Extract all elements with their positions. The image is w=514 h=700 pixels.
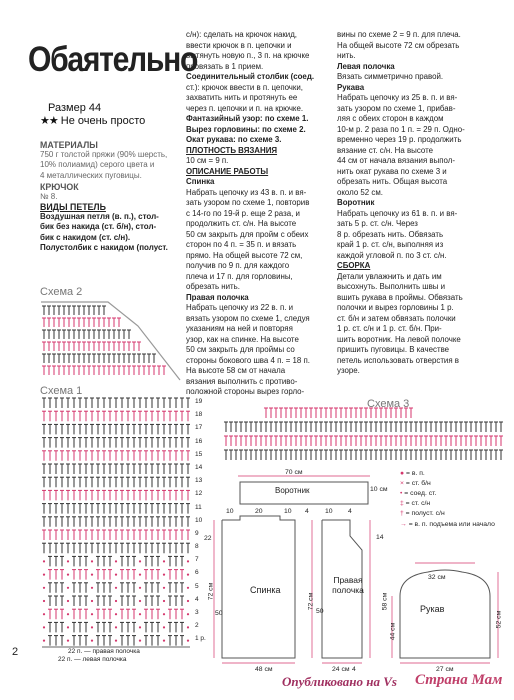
- schema1-grid: [42, 398, 190, 646]
- text-line: 44 см от начала вязания выпол-: [337, 156, 456, 165]
- legend-item: † = полуст. с/н: [400, 510, 445, 517]
- row-number: 10: [195, 516, 203, 524]
- text-line: пришить пуговицы. В качестве: [337, 345, 450, 354]
- row-number: 2: [195, 622, 199, 630]
- text-line: Детали увлажнить и дать им: [337, 271, 442, 281]
- text-line: ляя с обеих сторон в каждом: [337, 114, 444, 123]
- text-line: Фантазийный узор: по схеме 1.: [186, 114, 309, 123]
- text-line: Окат рукава: по схеме 3.: [186, 135, 282, 144]
- front-width-dim: 24 см: [332, 666, 350, 673]
- page-number: 2: [12, 646, 19, 658]
- subheading: Спинка: [186, 177, 215, 186]
- difficulty-label: [40, 114, 145, 127]
- front-height-3: 72 см: [307, 592, 315, 611]
- text-line: получив по 9 п. для каждого: [186, 261, 290, 270]
- sleeve-top-dim: 32 см: [428, 574, 446, 581]
- text-line: вины по схеме 2 = 9 п. для плеча.: [337, 30, 461, 39]
- back-height-3: 50: [215, 610, 223, 617]
- text-line: 10 см = 9 п.: [186, 156, 229, 165]
- text-line: каждой угловой п. по 3 ст. с/н.: [337, 250, 447, 260]
- materials-line: 10% полиамид) серого цвета и: [40, 160, 155, 170]
- text-line: Вырез горловины: по схеме 2.: [186, 124, 306, 134]
- row-number: 3: [195, 609, 199, 616]
- text-line: обрезать нить.: [186, 282, 240, 291]
- text-line: вытянуть новую п., 3 п. на крючке: [186, 51, 310, 60]
- text-line: На общей высоте 72 см обрезать: [337, 40, 460, 50]
- legend-item: × = ст. б/н: [400, 480, 431, 487]
- text-line: край 1 р. ст. с/н, выполняя из: [337, 240, 444, 249]
- difficulty-stars: ★★: [40, 115, 58, 127]
- front-side-dim: 4: [352, 666, 356, 673]
- back-height-total: 72 см: [207, 582, 215, 601]
- text-line: обрезать нить. Общая высота: [337, 177, 448, 186]
- sleeve-label: Рукав: [420, 604, 445, 614]
- text-line: узор, как на спинке. На высоте: [186, 334, 299, 344]
- schema3-diagram: [222, 400, 512, 470]
- row-number: 7: [195, 556, 199, 564]
- legend-item: • = соед. ст.: [400, 490, 437, 497]
- text-line: зать узором по схеме 1, повторив: [186, 198, 310, 207]
- text-line: 8 р. обрезать нить. Обвязать: [337, 229, 444, 239]
- subheading: Правая полочка: [186, 292, 249, 302]
- schema2-diagram: [38, 298, 183, 382]
- text-line: шить воротник. На левой полочке: [337, 334, 461, 344]
- text-line: вязание ст. с/н. На высоте: [337, 145, 433, 155]
- text-line: временно через 19 р. продолжить: [337, 135, 462, 144]
- back-width-dim: 48 см: [255, 666, 273, 673]
- text-line: вязать узором по схеме 1, следуя: [186, 313, 310, 323]
- row-number: 19: [195, 398, 203, 405]
- schema2-label: Схема 2: [40, 286, 83, 298]
- back-top-dim-1: 10: [226, 508, 234, 515]
- section-heading: СБОРКА: [337, 261, 371, 270]
- front-top-dim-1: 10: [325, 508, 333, 515]
- row-number: 13: [195, 477, 203, 485]
- stitch-line: Полустолбик с накидом (полуст.: [40, 243, 168, 253]
- back-label: Спинка: [250, 585, 281, 595]
- collar-height-dim: 10 см: [370, 486, 388, 493]
- text-line: Набрать цепочку из 25 в. п. и вя-: [337, 93, 458, 102]
- text-line: прямо. На общей высоте 72 см,: [186, 250, 303, 260]
- sleeve-height-1: 44 см: [389, 622, 397, 641]
- text-line: плеча и 17 п. для горловины,: [186, 271, 293, 281]
- text-line: стороны бокового шва 4 п. = 18 п.: [186, 355, 310, 365]
- text-line: Набрать цепочку из 43 в. п. и вя-: [186, 187, 307, 197]
- text-line: 50 см закрыть для пройм с обеих: [186, 229, 309, 239]
- front-height-2: 58 см: [381, 592, 389, 611]
- legend: [400, 470, 510, 529]
- subheading: Левая полочка: [337, 61, 395, 71]
- instructions-column-2: [337, 30, 487, 377]
- text-line: 1 р. ст. с/н и 1 р. ст. б/н. При-: [337, 324, 442, 333]
- text-line: через п. цепочки и п. на крючке.: [186, 103, 304, 113]
- front-top-dim-2: 4: [348, 508, 352, 515]
- stitch-line: Воздушная петля (в. п.), стол-: [40, 212, 159, 222]
- text-line: ст.): крючок ввести в п. цепочки,: [186, 82, 303, 92]
- text-line: вязания выполнить с противо-: [186, 376, 298, 386]
- subheading: Воротник: [337, 198, 375, 207]
- text-line: с/н): сделать на крючок накид,: [186, 30, 297, 39]
- sleeve-piece: [400, 570, 490, 658]
- row-number: 16: [195, 437, 203, 445]
- subheading: Рукава: [337, 82, 365, 92]
- text-line: ввести крючок в п. цепочки и: [186, 40, 292, 50]
- text-line: положной стороны вырез горло-: [186, 387, 305, 396]
- text-line: 50 см закрыть для проймы со: [186, 345, 295, 354]
- row-number: 11: [195, 503, 202, 511]
- text-line: ст. б/н и затем обвязать полочки: [337, 313, 456, 323]
- instructions-column-1: [186, 30, 336, 398]
- legend-item: → = в. п. подъема или начало: [400, 521, 495, 528]
- watermark: Страна Мам: [415, 672, 503, 688]
- bottom-label-right: 22 п. — правая полочка: [68, 648, 140, 655]
- materials-line: 4 металлических пуговицы.: [40, 170, 142, 180]
- text-line: около 52 см.: [337, 187, 383, 197]
- collar-label: Воротник: [275, 486, 310, 495]
- row-number: 14: [195, 463, 203, 471]
- back-top-dim-3: 10: [284, 508, 292, 515]
- text-line: петель использовать отверстия в: [337, 355, 459, 365]
- text-line: узоре.: [337, 366, 360, 375]
- materials-line: 750 г толстой пряжи (90% шерсть,: [40, 150, 168, 159]
- stitch-title: ВИДЫ ПЕТЕЛЬ: [40, 202, 106, 213]
- sleeve-width-dim: 27 см: [436, 666, 454, 673]
- back-armhole-dim: 4: [305, 508, 309, 515]
- row-number: 15: [195, 450, 203, 458]
- row-number: 9: [195, 529, 199, 537]
- section-heading: ОПИСАНИЕ РАБОТЫ: [186, 166, 269, 176]
- row-number: 5: [195, 582, 199, 590]
- text-line: указаниям на ней и повторяя: [186, 324, 293, 333]
- hook-value: № 8.: [40, 191, 58, 201]
- schema2-grid: [42, 306, 166, 375]
- row-number: 1 р.: [195, 635, 206, 643]
- page-title: Обаятельно: [28, 40, 198, 79]
- schema3-grid: [224, 408, 503, 460]
- text-line: высохнуть. Выполнить швы и: [337, 282, 446, 291]
- text-line: 10-м р. 2 раза по 1 п. = 29 п. Одно-: [337, 124, 465, 134]
- row-number: 6: [195, 569, 199, 577]
- text-line: зать 5 р. ст. с/н. Через: [337, 219, 418, 228]
- legend-item: ‡ = ст. с/н: [400, 500, 431, 507]
- front-label: Правая полочка: [332, 575, 364, 595]
- back-top-dim-2: 20: [255, 508, 263, 515]
- legend-item: ● = в. п.: [400, 470, 425, 477]
- text-line: продолжить ст. с/н. На высоте: [186, 219, 297, 228]
- text-line: Набрать цепочку из 22 в. п. и: [186, 303, 294, 312]
- front-height-4: 50: [316, 608, 324, 615]
- text-line: Набрать цепочку из 61 в. п. и вя-: [337, 208, 458, 218]
- row-number: 17: [195, 424, 203, 432]
- row-number: 12: [195, 490, 203, 498]
- publisher-credit: Опубликовано на Vs: [282, 674, 397, 689]
- hook-title: КРЮЧОК: [40, 181, 79, 192]
- text-line: нить.: [337, 51, 356, 60]
- text-line: провязать в 1 прием.: [186, 61, 264, 71]
- text-line: полочки и вырез горловины 1 р.: [337, 303, 454, 312]
- text-line: сторон по 4 п. = 35 п. и вязать: [186, 240, 297, 249]
- text-line: вшить рукава в проймы. Обвязать: [337, 292, 463, 302]
- text-line: На высоте 58 см от начала: [186, 366, 286, 375]
- row-number: 18: [195, 411, 203, 419]
- materials-title: МАТЕРИАЛЫ: [40, 140, 98, 150]
- size-label: Размер 44: [48, 102, 102, 114]
- text-line: нить окат рукава по схеме 3 и: [337, 166, 447, 176]
- row-number: 8: [195, 543, 199, 551]
- text-line: с 14-го по 19-й р. еще 2 раза, и: [186, 208, 300, 218]
- front-height-1: 14: [376, 534, 384, 541]
- sleeve-height-2: 52 см: [495, 610, 503, 629]
- bottom-label-left: 22 п. — левая полочка: [58, 656, 127, 663]
- stitch-line: бик с накидом (ст. с/н).: [40, 232, 131, 242]
- row-number: 4: [195, 595, 199, 603]
- stitch-line: бик без накида (ст. б/н), стол-: [40, 222, 157, 232]
- schema3-label: Схема 3: [367, 398, 410, 410]
- text-line: Соединительный столбик (соед.: [186, 72, 315, 81]
- section-heading: ПЛОТНОСТЬ ВЯЗАНИЯ: [186, 145, 278, 155]
- text-line: Вязать симметрично правой.: [337, 72, 444, 81]
- schema1-label: Схема 1: [40, 385, 83, 397]
- difficulty-text: Не очень просто: [60, 115, 146, 127]
- text-line: зать узором по схеме 1, прибав-: [337, 103, 456, 113]
- schema1-diagram: [20, 392, 195, 662]
- collar-width-dim: 70 см: [285, 469, 303, 476]
- materials-block: [40, 140, 180, 253]
- back-height-1: 22: [204, 535, 212, 542]
- text-line: захватить нить и протянуть ее: [186, 93, 298, 102]
